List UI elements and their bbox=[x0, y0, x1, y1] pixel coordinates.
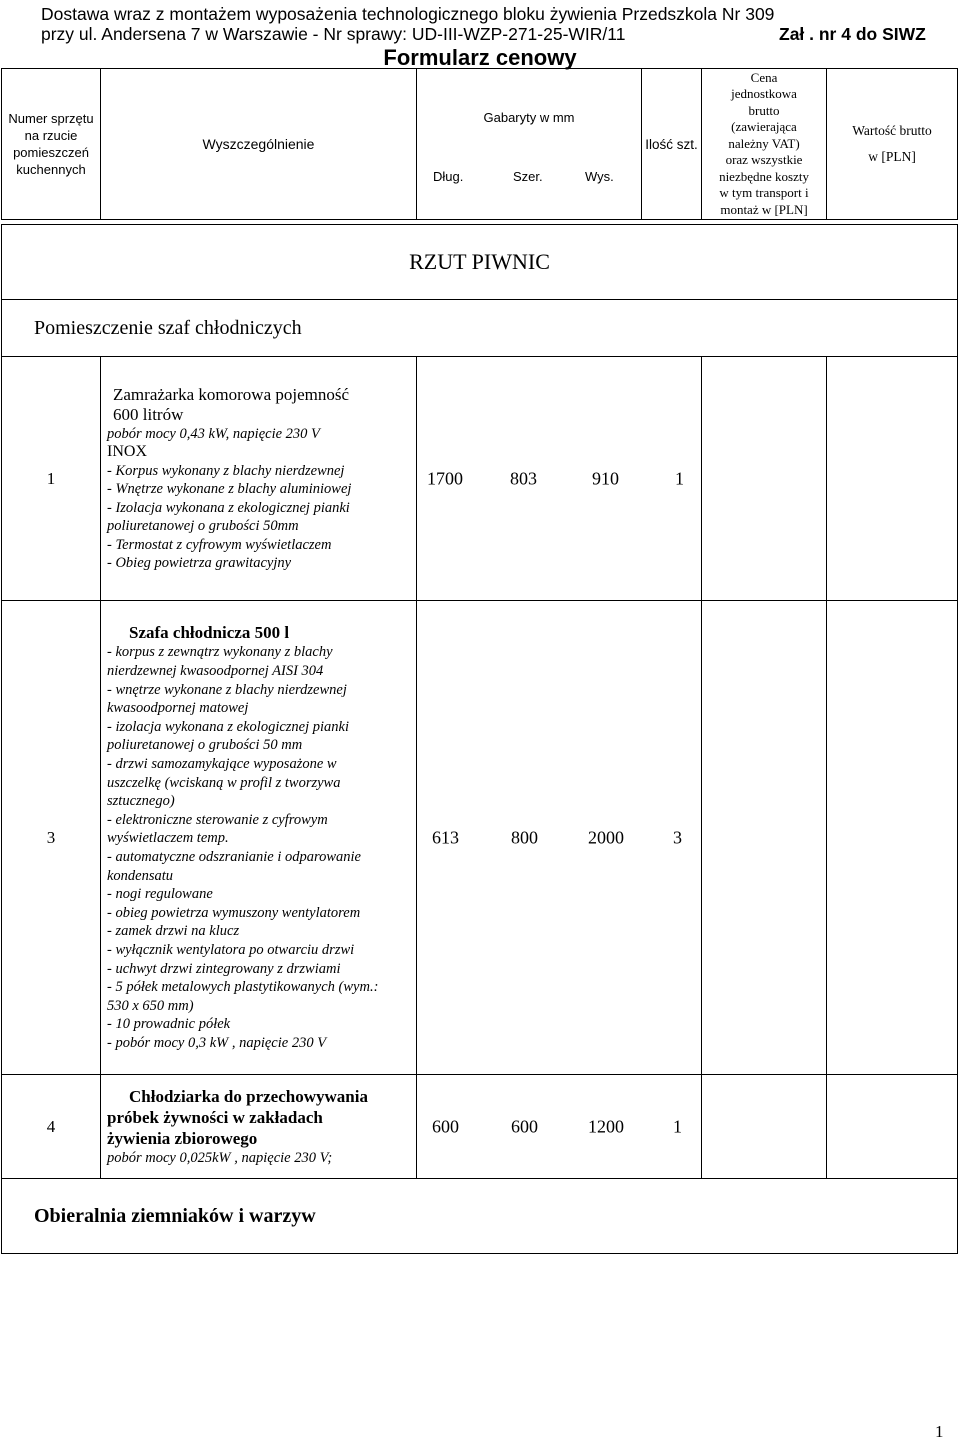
item-unit-price bbox=[702, 601, 827, 1075]
item-total-value bbox=[827, 357, 958, 601]
dimensions-label: Gabaryty w mm bbox=[483, 110, 575, 125]
item-values bbox=[417, 601, 702, 1075]
room-row bbox=[2, 300, 958, 357]
item-number: 1 bbox=[2, 357, 101, 601]
item-length: 1700 bbox=[427, 468, 463, 488]
item-description: Zamrażarka komorowa pojemność 600 litrów pobór mocy 0,43 kW, napięcie 230 V INOX - Korpus wykonany z blachy nierdzewnej - Wnętrze wykonane z blachy aluminiowej - Izolacja wykonana z ekologicznej pianki poliuretanowej o grubości 50mm - Termostat z cyfrowym wyświetlaczem - Obieg powietrza grawitacyjny bbox=[101, 357, 417, 601]
item-quantity: 1 bbox=[675, 468, 684, 488]
col-header-dimensions bbox=[417, 69, 642, 220]
length-label: Dług. bbox=[433, 169, 464, 184]
col-header-number: Numer sprzętu na rzucie pomieszczeń kuchennych bbox=[2, 69, 101, 220]
item-height: 1200 bbox=[588, 1116, 624, 1136]
height-label: Wys. bbox=[585, 169, 614, 184]
room-title: Pomieszczenie szaf chłodniczych bbox=[2, 300, 958, 357]
form-title: Formularz cenowy bbox=[383, 45, 577, 70]
item-height: 2000 bbox=[588, 827, 624, 847]
table-row bbox=[2, 1075, 958, 1179]
col-header-quantity: Ilość szt. bbox=[642, 69, 702, 220]
header-line-1: Dostawa wraz z montażem wyposażenia technologicznego bloku żywienia Przedszkola Nr 309 bbox=[41, 4, 775, 24]
item-number: 3 bbox=[2, 601, 101, 1075]
table-header-row bbox=[2, 69, 958, 220]
item-description: Chłodziarka do przechowywania próbek żywności w zakładach żywienia zbiorowego pobór mocy 0,025kW , napięcie 230 V; bbox=[101, 1075, 417, 1179]
section-title: RZUT PIWNIC bbox=[2, 225, 958, 300]
attachment-label: Zał . nr 4 do SIWZ bbox=[779, 24, 926, 44]
item-values bbox=[417, 357, 702, 601]
item-length: 613 bbox=[432, 827, 459, 847]
room-title: Obieralnia ziemniaków i warzyw bbox=[2, 1179, 958, 1254]
item-description: Szafa chłodnicza 500 l - korpus z zewnątrz wykonany z blachy nierdzewnej kwasoodpornej AISI 304 - wnętrze wykonane z blachy nierdzewnej kwasoodpornej matowej - izolacja wykonana z ekologicznej pianki poliuretanowej o grubości 50 mm - drzwi samozamykające wyposażone w uszczelkę (wciskaną w profil z tworzywa sztucznego) - elektroniczne sterowanie z cyfrowym wyświetlaczem temp. - automatyczne odszranianie i odparowanie kondensatu - nogi regulowane - obieg powietrza wymuszony wentylatorem - zamek drzwi na klucz - wyłącznik wentylatora po otwarciu drzwi - uchwyt drzwi zintegrowany z drzwiami - 5 półek metalowych plastytikowanych (wym.: 530 x 650 mm) - 10 prowadnic półek - pobór mocy 0,3 kW , napięcie 230 V bbox=[101, 601, 417, 1075]
item-width: 600 bbox=[511, 1116, 538, 1136]
page-number: 1 bbox=[935, 1422, 944, 1441]
price-table bbox=[1, 68, 958, 1254]
item-quantity: 3 bbox=[673, 827, 682, 847]
item-number: 4 bbox=[2, 1075, 101, 1179]
item-unit-price bbox=[702, 357, 827, 601]
room-row bbox=[2, 1179, 958, 1254]
item-unit-price bbox=[702, 1075, 827, 1179]
table-row bbox=[2, 357, 958, 601]
item-total-value bbox=[827, 1075, 958, 1179]
item-width: 800 bbox=[511, 827, 538, 847]
item-quantity: 1 bbox=[673, 1116, 682, 1136]
item-length: 600 bbox=[432, 1116, 459, 1136]
width-label: Szer. bbox=[513, 169, 543, 184]
header-line-2: przy ul. Andersena 7 w Warszawie - Nr sprawy: UD-III-WZP-271-25-WIR/11 Zał . nr 4 do SIWZ bbox=[41, 24, 926, 44]
table-row bbox=[2, 601, 958, 1075]
item-height: 910 bbox=[592, 468, 619, 488]
col-header-description: Wyszczególnienie bbox=[101, 69, 417, 220]
item-total-value bbox=[827, 601, 958, 1075]
col-header-total-value: Wartość brutto w [PLN] bbox=[827, 69, 958, 220]
item-values bbox=[417, 1075, 702, 1179]
section-row bbox=[2, 225, 958, 300]
col-header-unit-price: Cena jednostkowa brutto (zawierająca należny VAT) oraz wszystkie niezbędne koszty w tym transport i montaż w [PLN] bbox=[702, 69, 827, 220]
item-width: 803 bbox=[510, 468, 537, 488]
